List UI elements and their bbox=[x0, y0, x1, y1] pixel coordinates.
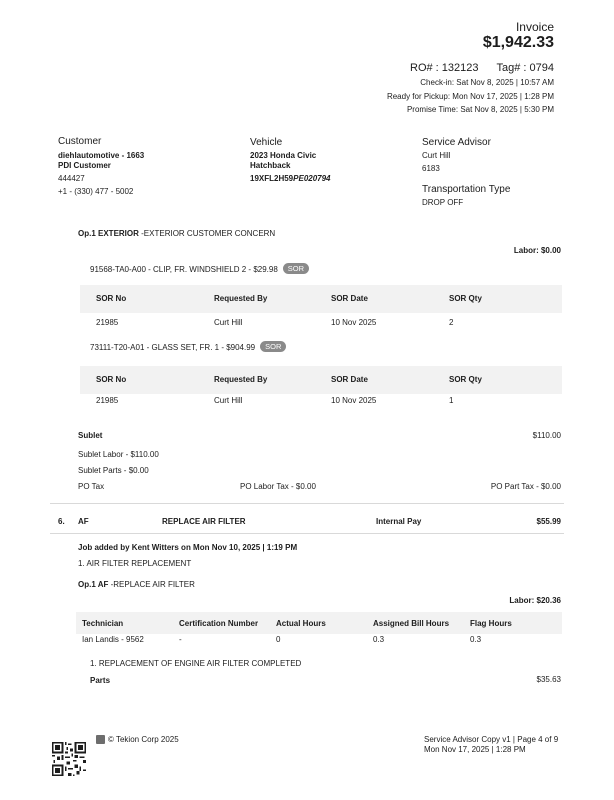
vin-prefix: 19XFL2H59 bbox=[250, 174, 294, 183]
sublet-parts: Sublet Parts - $0.00 bbox=[78, 466, 149, 475]
po-part-tax: PO Part Tax - $0.00 bbox=[490, 482, 561, 491]
sublet-labor: Sublet Labor - $110.00 bbox=[78, 450, 159, 459]
checkin-time: Check-in: Sat Nov 8, 2025 | 10:57 AM bbox=[420, 78, 554, 87]
sor-header-date: SOR Date bbox=[331, 375, 368, 384]
op1-labor: Labor: $0.00 bbox=[513, 246, 561, 255]
job-number: 6. bbox=[58, 517, 65, 526]
ready-for-pickup-time: Ready for Pickup: Mon Nov 17, 2025 | 1:28 PM bbox=[386, 92, 554, 101]
tech-row-assigned-bill-hours: 0.3 bbox=[373, 635, 385, 644]
sor-header-no: SOR No bbox=[96, 294, 127, 303]
sor-row-1-requested-by: Curt Hill bbox=[214, 318, 243, 327]
po-labor-tax: PO Labor Tax - $0.00 bbox=[240, 482, 316, 491]
job-concern: 1. AIR FILTER REPLACEMENT bbox=[78, 559, 192, 568]
service-advisor-id: 6183 bbox=[422, 164, 440, 173]
sor-badge: SOR bbox=[283, 263, 309, 274]
job-separator bbox=[50, 503, 564, 504]
customer-number: 444427 bbox=[58, 174, 85, 183]
po-tax-label: PO Tax bbox=[78, 482, 105, 491]
customer-phone: +1 - (330) 477 - 5002 bbox=[58, 187, 134, 196]
customer-heading: Customer bbox=[58, 136, 102, 147]
part-1-text: 91568-TA0-A00 - CLIP, FR. WINDSHIELD 2 - $29.98 bbox=[90, 265, 278, 274]
sor-row-2-qty: 1 bbox=[449, 396, 454, 405]
tech-row-technician: Ian Landis - 9562 bbox=[82, 635, 144, 644]
transportation-type: DROP OFF bbox=[422, 198, 464, 207]
vin-suffix: PE020794 bbox=[293, 174, 331, 183]
tech-header-assigned-bill-hours: Assigned Bill Hours bbox=[373, 619, 450, 628]
sor-row-2-requested-by: Curt Hill bbox=[214, 396, 243, 405]
part-2-text: 73111-T20-A01 - GLASS SET, FR. 1 - $904.99 bbox=[90, 343, 256, 352]
footer-copy-page: Service Advisor Copy v1 | Page 4 of 9 bbox=[424, 735, 559, 744]
invoice-title: Invoice bbox=[515, 20, 554, 34]
sublet-amount: $110.00 bbox=[532, 431, 561, 440]
customer-type: PDI Customer bbox=[58, 161, 111, 170]
job-op-code: Op.1 AF bbox=[78, 580, 109, 589]
tech-header-certification: Certification Number bbox=[179, 619, 259, 628]
service-advisor-heading: Service Advisor bbox=[422, 137, 491, 148]
tech-header-technician: Technician bbox=[82, 619, 124, 628]
tag-number: Tag# : 0794 bbox=[496, 62, 554, 74]
sor-row-2-date: 10 Nov 2025 bbox=[331, 396, 377, 405]
vehicle-heading: Vehicle bbox=[250, 137, 283, 148]
job-separator bbox=[50, 533, 564, 534]
sublet-title: Sublet bbox=[78, 431, 103, 440]
vehicle-body: Hatchback bbox=[250, 161, 291, 170]
footer-date: Mon Nov 17, 2025 | 1:28 PM bbox=[424, 745, 526, 754]
sor-header-no: SOR No bbox=[96, 375, 127, 384]
tech-row-certification: - bbox=[179, 635, 182, 644]
job-code: AF bbox=[78, 517, 89, 526]
invoice-total: $1,942.33 bbox=[482, 34, 554, 51]
sor-header-qty: SOR Qty bbox=[449, 294, 482, 303]
tekion-logo-icon bbox=[96, 735, 105, 744]
repair-order-number: RO# : 132123 bbox=[410, 62, 479, 74]
sor-row-1-no: 21985 bbox=[96, 318, 119, 327]
sor-row-2-no: 21985 bbox=[96, 396, 119, 405]
job-amount: $55.99 bbox=[536, 517, 561, 526]
tech-row-actual-hours: 0 bbox=[276, 635, 281, 644]
footer-copyright: © Tekion Corp 2025 bbox=[108, 735, 179, 744]
parts-amount: $35.63 bbox=[536, 675, 561, 684]
sor-table-1-header-band bbox=[80, 285, 562, 313]
sor-header-requested-by: Requested By bbox=[214, 294, 268, 303]
service-advisor-name: Curt Hill bbox=[422, 151, 451, 160]
job-added-by: Job added by Kent Witters on Mon Nov 10, 2025 | 1:19 PM bbox=[78, 543, 298, 552]
tech-header-flag-hours: Flag Hours bbox=[470, 619, 512, 628]
sor-header-qty: SOR Qty bbox=[449, 375, 482, 384]
transportation-heading: Transportation Type bbox=[422, 184, 511, 195]
op1-code: Op.1 EXTERIOR bbox=[78, 229, 139, 238]
vehicle-model: 2023 Honda Civic bbox=[250, 151, 317, 160]
sor-header-requested-by: Requested By bbox=[214, 375, 268, 384]
customer-name: diehlautomotive - 1663 bbox=[58, 151, 145, 160]
sor-table-2-header-band bbox=[80, 366, 562, 394]
sor-header-date: SOR Date bbox=[331, 294, 368, 303]
qr-code-icon bbox=[52, 742, 86, 776]
job-pay-type: Internal Pay bbox=[376, 517, 422, 526]
job-correction: 1. REPLACEMENT OF ENGINE AIR FILTER COMPLETED bbox=[90, 659, 302, 668]
part-line-2 bbox=[90, 341, 286, 352]
vehicle-vin bbox=[250, 174, 331, 183]
job-labor: Labor: $20.36 bbox=[509, 596, 561, 605]
job-op-heading bbox=[78, 580, 195, 589]
op1-description: -EXTERIOR CUSTOMER CONCERN bbox=[138, 229, 276, 238]
tech-header-actual-hours: Actual Hours bbox=[276, 619, 326, 628]
sor-row-1-date: 10 Nov 2025 bbox=[331, 318, 377, 327]
tech-row-flag-hours: 0.3 bbox=[470, 635, 482, 644]
sor-row-1-qty: 2 bbox=[449, 318, 454, 327]
parts-label: Parts bbox=[90, 676, 111, 685]
job-title: REPLACE AIR FILTER bbox=[162, 517, 246, 526]
op1-heading bbox=[78, 229, 275, 238]
job-op-description: -REPLACE AIR FILTER bbox=[108, 580, 195, 589]
promise-time: Promise Time: Sat Nov 8, 2025 | 5:30 PM bbox=[406, 105, 554, 114]
part-line-1 bbox=[90, 263, 309, 274]
sor-badge: SOR bbox=[260, 341, 286, 352]
